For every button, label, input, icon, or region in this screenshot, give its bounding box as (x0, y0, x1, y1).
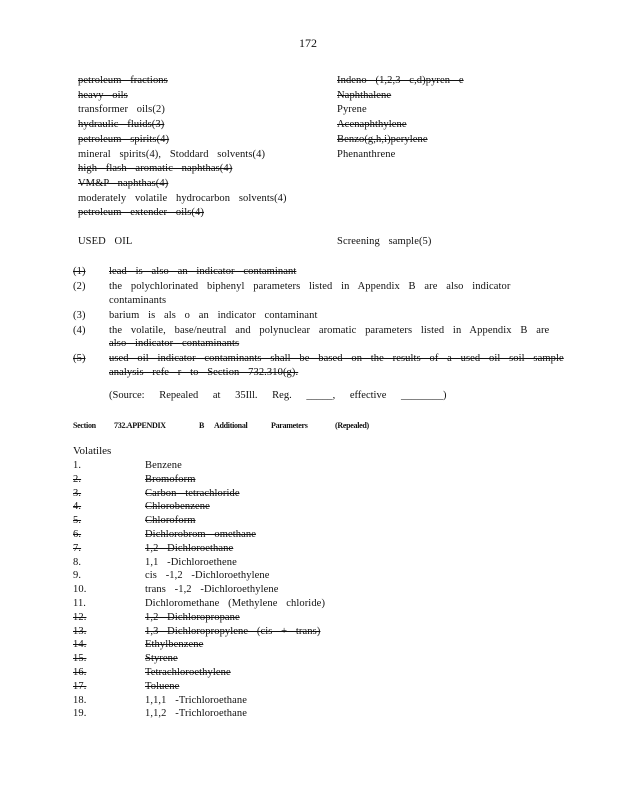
left-list-item: high flash aromatic naphthas(4) (78, 163, 233, 175)
volatile-number: 17. (73, 680, 87, 692)
footnote-number: (4) (73, 324, 86, 336)
volatile-name: 1,1,1 -Trichloroethane (145, 694, 248, 706)
left-list-item: mineral spirits(4), Stoddard solvents(4) (78, 148, 266, 160)
right-list-item: Indeno (1,2,3 c,d)pyren e (337, 75, 464, 86)
volatile-name: 1,1,2 -Trichloroethane (145, 708, 248, 720)
left-list-item: moderately volatile hydrocarbon solvents(4) (78, 192, 287, 204)
source-note: (Source: Repealed at 35Ill. Reg. _____, effective ________) (109, 390, 447, 401)
volatile-number: 1. (73, 460, 82, 471)
volatile-number: 4. (73, 501, 82, 513)
footnote-text: contaminants (109, 294, 167, 306)
footnote-number: (5) (73, 353, 86, 364)
left-list-item: petroleum fractions (78, 75, 168, 86)
left-list-item: hydraulic fluids(3) (78, 119, 165, 131)
volatile-number: 9. (73, 570, 82, 582)
volatile-number: 11. (73, 598, 87, 609)
volatile-name: Styrene (145, 653, 178, 665)
volatile-number: 19. (73, 708, 87, 720)
volatile-number: 15. (73, 653, 87, 665)
appendix-letter: B (199, 421, 205, 430)
volatile-number: 6. (73, 529, 82, 540)
footnote-text: analysis refe r to Section 732.310(g). (109, 366, 299, 378)
volatile-name: 1,2 Dichloroethane (145, 542, 234, 554)
left-list-item: VM&P naphthas(4) (78, 177, 169, 189)
right-list-item: Naphthalene (337, 89, 392, 101)
left-list-item: petroleum extender oils(4) (78, 207, 204, 219)
used-oil-value: Screening sample(5) (337, 236, 432, 247)
volatile-name: 1,3 Dichloropropylene (cis + trans) (145, 625, 321, 637)
footnote-text: also indicator contaminants (109, 338, 240, 349)
volatile-number: 18. (73, 694, 87, 706)
volatile-name: Toluene (145, 680, 180, 692)
footnote-text: the volatile, base/neutral and polynuclear aromatic parameters listed in Appendix B are (109, 324, 550, 336)
footnote-number: (1) (73, 266, 86, 277)
volatile-name: Bromoform (145, 473, 196, 485)
volatile-name: Chlorobenzene (145, 501, 210, 513)
section-label: Section (73, 421, 96, 430)
footnote-text: lead is also an indicator contaminant (109, 266, 297, 277)
section-number: 732.APPENDIX (114, 421, 166, 430)
volatile-number: 10. (73, 584, 87, 596)
volatile-name: 1,1 -Dichloroethene (145, 556, 237, 568)
volatile-number: 13. (73, 625, 87, 637)
heading-word-parameters: Parameters (271, 421, 308, 430)
footnote-text: used oil indicator contaminants shall be based on the results of a used oil soil sample (109, 353, 564, 364)
right-list-item: Phenanthrene (337, 148, 396, 160)
volatile-name: Ethylbenzene (145, 639, 204, 651)
heading-status: (Repealed) (335, 421, 369, 430)
volatile-name: Tetrachloroethylene (145, 667, 231, 678)
used-oil-label: USED OIL (78, 236, 133, 247)
right-list-item: Benzo(g,h,i)perylene (337, 133, 428, 145)
heading-word-additional: Additional (214, 421, 248, 430)
volatile-number: 16. (73, 667, 87, 678)
footnote-number: (2) (73, 281, 86, 292)
volatile-name: Benzene (145, 460, 182, 471)
volatile-name: 1,2 Dichloropropane (145, 611, 240, 623)
footnote-text: the polychlorinated biphenyl parameters listed in Appendix B are also indicator (109, 281, 511, 292)
volatile-number: 3. (73, 487, 82, 499)
volatile-number: 7. (73, 542, 82, 554)
left-list-item: transformer oils(2) (78, 104, 165, 116)
footnote-number: (3) (73, 309, 86, 321)
left-list-item: petroleum spirits(4) (78, 133, 170, 145)
volatile-name: Carbon tetrachloride (145, 487, 240, 499)
volatile-name: cis -1,2 -Dichloroethylene (145, 570, 270, 582)
volatiles-title: Volatiles (73, 445, 112, 457)
volatile-name: trans -1,2 -Dichloroethylene (145, 584, 279, 596)
volatile-number: 12. (73, 611, 87, 623)
volatile-number: 5. (73, 515, 82, 527)
volatile-name: Dichlorobrom omethane (145, 529, 257, 540)
volatile-number: 2. (73, 473, 82, 485)
volatile-number: 8. (73, 556, 82, 568)
right-list-item: Pyrene (337, 104, 367, 116)
left-list-item: heavy oils (78, 89, 128, 101)
page-number: 172 (299, 36, 317, 50)
volatile-name: Chloroform (145, 515, 196, 527)
volatile-name: Dichloromethane (Methylene chloride) (145, 598, 326, 609)
right-list-item: Acenaphthylene (337, 119, 407, 131)
footnote-text: barium is als o an indicator contaminant (109, 309, 318, 321)
volatile-number: 14. (73, 639, 87, 651)
